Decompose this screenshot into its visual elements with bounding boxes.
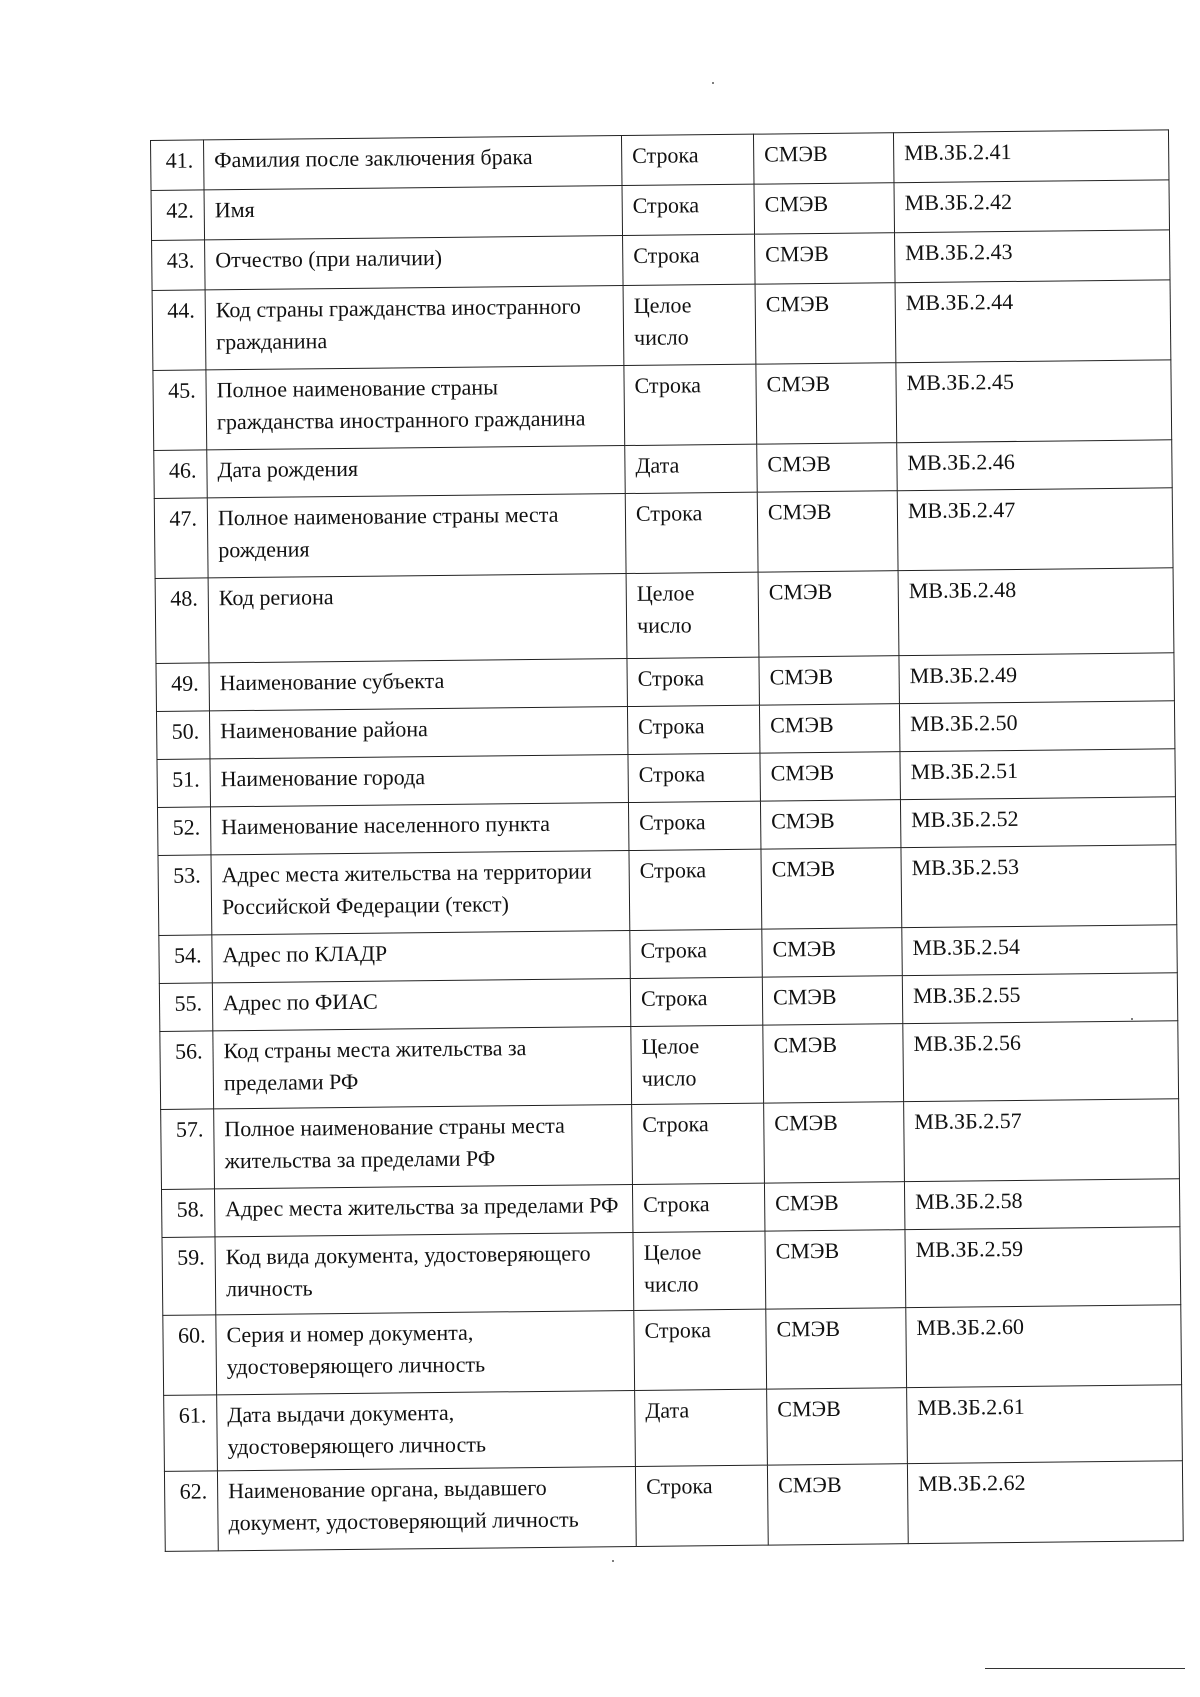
- field-code: МВ.ЗБ.2.53: [901, 845, 1177, 928]
- field-name: Полное наименование страны гражданства иностранного гражданина: [206, 366, 625, 450]
- field-source: СМЭВ: [754, 183, 895, 234]
- field-name: Код страны места жительства за пределами РФ: [213, 1027, 632, 1109]
- table-row: [162, 1227, 1181, 1316]
- field-type: Целое число: [623, 284, 756, 365]
- field-source: СМЭВ: [767, 1388, 908, 1465]
- field-source: СМЭВ: [759, 704, 899, 753]
- table-row: [164, 1385, 1183, 1472]
- field-source: СМЭВ: [760, 800, 900, 849]
- field-type: Целое число: [631, 1025, 764, 1104]
- field-type: Целое число: [633, 1231, 766, 1310]
- table-body: [151, 130, 1184, 1552]
- field-source: СМЭВ: [764, 1182, 904, 1231]
- field-type: Строка: [628, 801, 760, 850]
- field-type: Строка: [628, 753, 760, 802]
- table-row: [155, 568, 1174, 664]
- field-source: СМЭВ: [758, 571, 899, 657]
- field-name: Полное наименование страны места рождения: [207, 494, 626, 578]
- field-source: СМЭВ: [762, 976, 902, 1025]
- field-name: Имя: [204, 186, 623, 240]
- table-row: [154, 488, 1173, 579]
- table-row: [160, 1021, 1179, 1110]
- field-source: СМЭВ: [763, 1024, 904, 1103]
- field-type: Строка: [623, 234, 756, 285]
- field-type: Целое число: [626, 572, 759, 658]
- field-name: Наименование населенного пункта: [210, 803, 628, 855]
- field-source: СМЭВ: [761, 848, 902, 929]
- field-type: Строка: [630, 929, 762, 978]
- field-code: МВ.ЗБ.2.54: [902, 925, 1177, 976]
- field-source: СМЭВ: [757, 443, 897, 492]
- field-name: Серия и номер документа, удостоверяющего личность: [216, 1310, 635, 1394]
- field-name: Наименование субъекта: [209, 659, 627, 711]
- row-number: 45.: [153, 370, 207, 451]
- row-number: 59.: [162, 1237, 216, 1316]
- field-source: СМЭВ: [760, 752, 900, 801]
- field-code: МВ.ЗБ.2.52: [900, 797, 1175, 848]
- table-row: [161, 1099, 1180, 1190]
- field-source: СМЭВ: [753, 133, 894, 184]
- row-number: 55.: [159, 983, 212, 1032]
- field-name: Код страны гражданства иностранного гражданина: [205, 286, 624, 370]
- field-source: СМЭВ: [755, 283, 896, 364]
- row-number: 53.: [158, 855, 212, 936]
- field-source: СМЭВ: [765, 1230, 906, 1309]
- field-type: Строка: [630, 977, 762, 1026]
- field-source: СМЭВ: [767, 1464, 908, 1545]
- field-code: МВ.ЗБ.2.55: [902, 973, 1177, 1024]
- field-code: МВ.ЗБ.2.42: [894, 180, 1170, 233]
- field-type: Строка: [622, 184, 755, 235]
- row-number: 60.: [163, 1315, 217, 1396]
- field-code: МВ.ЗБ.2.49: [899, 653, 1174, 704]
- field-name: Полное наименование страны места жительства за пределами РФ: [214, 1105, 633, 1189]
- table-row: [158, 845, 1177, 936]
- row-number: 49.: [156, 663, 209, 712]
- row-number: 56.: [160, 1031, 214, 1110]
- field-type: Строка: [629, 849, 762, 930]
- field-type: Строка: [625, 492, 758, 573]
- table-row: [163, 1305, 1182, 1396]
- field-name: Наименование района: [209, 707, 627, 759]
- field-name: Отчество (при наличии): [205, 236, 624, 290]
- field-name: Код вида документа, удостоверяющего личность: [215, 1233, 634, 1315]
- field-name: Дата рождения: [207, 446, 625, 498]
- row-number: 54.: [159, 935, 212, 984]
- table-row: [153, 360, 1172, 451]
- field-code: МВ.ЗБ.2.45: [896, 360, 1172, 443]
- table-row: [152, 280, 1171, 371]
- scan-speck: [712, 82, 714, 84]
- field-type: Строка: [635, 1465, 768, 1546]
- field-code: МВ.ЗБ.2.62: [907, 1461, 1183, 1544]
- field-type: Строка: [627, 657, 759, 706]
- field-source: СМЭВ: [762, 928, 902, 977]
- field-name: Адрес по ФИАС: [212, 979, 630, 1031]
- field-name: Адрес места жительства за пределами РФ: [214, 1185, 632, 1237]
- field-name: Наименование органа, выдавшего документ, удостоверяющий личность: [217, 1466, 636, 1550]
- field-code: МВ.ЗБ.2.48: [898, 568, 1174, 656]
- field-type: Строка: [621, 134, 754, 185]
- row-number: 47.: [154, 498, 208, 579]
- row-number: 52.: [157, 807, 210, 856]
- field-code: МВ.ЗБ.2.41: [893, 130, 1169, 183]
- field-source: СМЭВ: [764, 1102, 905, 1183]
- field-code: МВ.ЗБ.2.59: [905, 1227, 1181, 1308]
- field-type: Дата: [635, 1389, 768, 1466]
- field-name: Дата выдачи документа, удостоверяющего личность: [217, 1390, 636, 1470]
- field-name: Адрес по КЛАДР: [212, 931, 630, 983]
- field-type: Строка: [624, 364, 757, 445]
- data-fields-table: [150, 129, 1184, 1552]
- field-source: СМЭВ: [759, 656, 899, 705]
- row-number: 62.: [164, 1471, 218, 1552]
- row-number: 41.: [151, 140, 205, 191]
- scan-speck: [1131, 1018, 1133, 1020]
- field-type: Строка: [632, 1183, 764, 1232]
- footer-rule: [985, 1668, 1185, 1669]
- field-code: МВ.ЗБ.2.44: [895, 280, 1171, 363]
- table-row: [164, 1461, 1183, 1552]
- field-code: МВ.ЗБ.2.60: [906, 1305, 1182, 1388]
- row-number: 46.: [154, 450, 207, 499]
- field-type: Строка: [627, 705, 759, 754]
- row-number: 57.: [161, 1109, 215, 1190]
- field-code: МВ.ЗБ.2.61: [907, 1385, 1183, 1464]
- row-number: 44.: [152, 290, 206, 371]
- field-name: Наименование города: [210, 755, 628, 807]
- field-code: МВ.ЗБ.2.46: [897, 440, 1172, 491]
- field-type: Строка: [634, 1309, 767, 1390]
- row-number: 61.: [164, 1395, 218, 1472]
- row-number: 58.: [161, 1189, 214, 1238]
- field-code: МВ.ЗБ.2.58: [904, 1179, 1179, 1230]
- field-code: МВ.ЗБ.2.50: [899, 701, 1174, 752]
- field-type: Строка: [632, 1103, 765, 1184]
- field-source: СМЭВ: [756, 363, 897, 444]
- field-name: Адрес места жительства на территории Российской Федерации (текст): [211, 851, 630, 935]
- field-code: МВ.ЗБ.2.43: [895, 230, 1171, 283]
- field-source: СМЭВ: [757, 491, 898, 572]
- field-type: Дата: [625, 444, 757, 493]
- field-name: Код региона: [208, 574, 627, 663]
- scan-speck: [612, 1560, 614, 1562]
- field-code: МВ.ЗБ.2.57: [904, 1099, 1180, 1182]
- row-number: 48.: [155, 578, 209, 664]
- field-source: СМЭВ: [755, 233, 896, 284]
- field-code: МВ.ЗБ.2.56: [903, 1021, 1179, 1102]
- row-number: 43.: [152, 240, 206, 291]
- field-source: СМЭВ: [766, 1308, 907, 1389]
- row-number: 51.: [157, 759, 210, 808]
- field-code: МВ.ЗБ.2.51: [900, 749, 1175, 800]
- row-number: 42.: [151, 190, 205, 241]
- field-code: МВ.ЗБ.2.47: [897, 488, 1173, 571]
- row-number: 50.: [156, 711, 209, 760]
- field-name: Фамилия после заключения брака: [204, 136, 623, 190]
